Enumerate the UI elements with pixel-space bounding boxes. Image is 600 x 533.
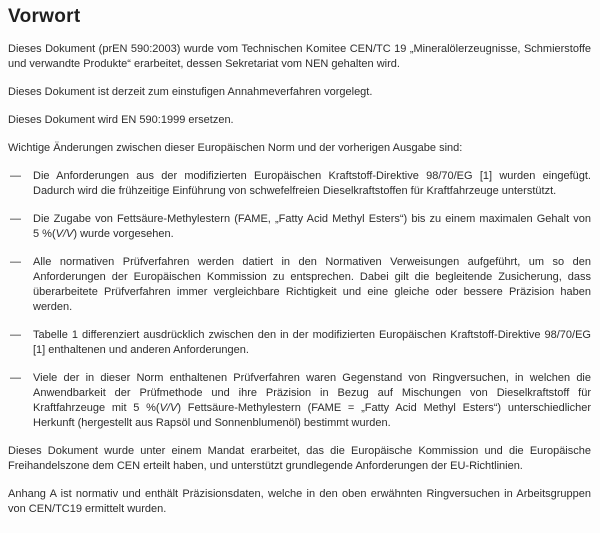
change-item-5 [8, 371, 591, 431]
dash-bullet-icon: — [10, 170, 20, 182]
change-item-3 [8, 255, 591, 315]
intro-paragraph-1: Dieses Dokument (prEN 590:2003) wurde vom Technischen Komitee CEN/TC 19 „Mineralölerzeugnisse, Schmierstoffe und verwandte Produkte“ erarbeitet, dessen Sekretariat vom NEN gehalten wird. [8, 43, 591, 70]
intro-paragraph-4: Wichtige Änderungen zwischen dieser Europäischen Norm und der vorherigen Ausgabe sind: [8, 142, 463, 154]
change-item-4 [8, 328, 591, 358]
changes-list [8, 169, 591, 431]
dash-bullet-icon: — [10, 372, 20, 384]
dash-bullet-icon: — [10, 213, 20, 225]
intro-paragraph-3: Dieses Dokument wird EN 590:1999 ersetzen. [8, 114, 234, 126]
closing-paragraph-2: Anhang A ist normativ und enthält Präzisionsdaten, welche in den oben erwähnten Ringversuchen in Arbeitsgruppen von CEN/TC19 ermittelt wurden. [8, 488, 591, 515]
change-item-5-italic: V/V [159, 402, 178, 414]
change-item-1 [8, 169, 591, 199]
intro-paragraph-2: Dieses Dokument ist derzeit zum einstufigen Annahmeverfahren vorgelegt. [8, 86, 373, 98]
change-item-5-text: Viele der in dieser Norm enthaltenen Prüfverfahren waren Gegenstand von Ringversuchen, in welchen die Anwendbarkeit der Prüfmethode und ihre Präzision in Bezug auf Mischungen von Dieselkraftstoff für Kraftfahrzeuge mit 5 %( [33, 372, 591, 414]
change-item-1-text: Die Anforderungen aus der modifizierten Europäischen Kraftstoff-Direktive 98/70/EG [1] wurden eingefügt. Dadurch wird die frühzeitige Einführung von schwefelfreien Dieselkraftstoffen für Kraftfahrzeuge unterstützt. [33, 170, 591, 197]
change-item-2 [8, 212, 591, 242]
change-item-3-text: Alle normativen Prüfverfahren werden datiert in den Normativen Verweisungen aufgeführt, um so den Anforderungen der Europäischen Kommission zu entsprechen. Dabei gilt die begleitende Zusicherung, dass überarbeitete Prüfverfahren immer vergleichbare Richtigkeit und eine gleiche oder bessere Präzision haben werden. [33, 256, 591, 313]
change-item-2-text: Die Zugabe von Fettsäure-Methylestern (FAME, „Fatty Acid Methyl Esters“) bis zu einem maximalen Gehalt von 5 %( [33, 213, 591, 240]
dash-bullet-icon: — [10, 256, 20, 268]
change-item-5-text-after: ) Fettsäure-Methylestern (FAME = „Fatty Acid Methyl Esters“) unterschiedlicher Herkunft (hergestellt aus Rapsöl und Sonnenblumenöl) bestimmt wurden. [33, 402, 591, 429]
closing-paragraph-1: Dieses Dokument wurde unter einem Mandat erarbeitet, das die Europäische Kommission und die Europäische Freihandelszone dem CEN erteilt haben, und unterstützt grundlegende Anforderungen der EU-Richtlinien. [8, 445, 591, 472]
change-item-2-italic: V/V [55, 228, 74, 240]
change-item-2-text-after: ) wurde vorgesehen. [73, 228, 174, 240]
dash-bullet-icon: — [10, 329, 20, 341]
change-item-4-text: Tabelle 1 differenziert ausdrücklich zwischen den in der modifizierten Europäischen Kraftstoff-Direktive 98/70/EG [1] enthaltenen und anderen Anforderungen. [33, 329, 591, 356]
page-title: Vorwort [8, 6, 81, 27]
